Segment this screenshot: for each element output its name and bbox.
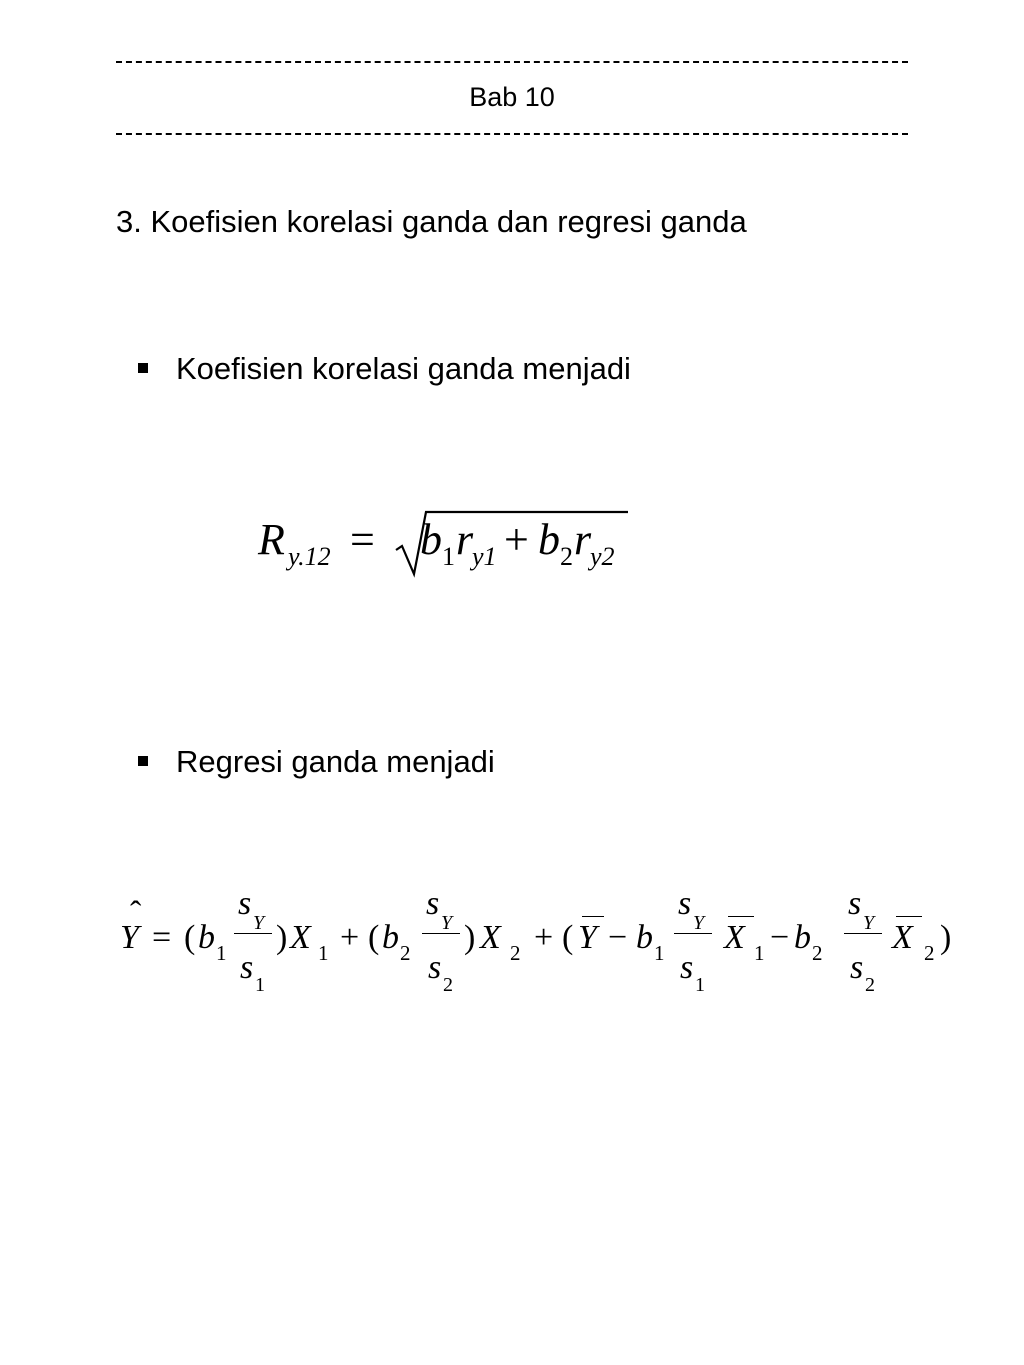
subscript-1: 1 [216,941,227,965]
symbol-b2: b [538,515,560,564]
fraction-bar [234,933,272,934]
symbol-X: X [290,919,311,956]
subscript-2: 2 [924,941,935,965]
subscript-2: 2 [560,542,573,571]
top-dashed-rule [116,61,908,63]
overline-bar [896,916,922,917]
chapter-heading: Bab 10 [469,82,555,112]
subscript-1: 1 [695,974,705,996]
subscript-Y: Y [693,912,705,934]
fraction-numerator-s: s [238,885,252,922]
fraction-numerator-s: s [848,885,862,922]
bullet-text: Koefisien korelasi ganda menjadi [176,351,631,386]
section-title: 3. Koefisien korelasi ganda dan regresi ganda [116,204,747,239]
symbol-b: b [794,919,811,956]
subscript-Y: Y [441,912,453,934]
bullet-item-multiple-regression [138,743,495,781]
symbol-r2: r [574,515,592,564]
plus-sign: + [340,919,360,956]
equals-sign: = [350,515,375,564]
fraction-denominator-s: s [680,949,694,986]
plus-sign: + [504,515,529,564]
symbol-Y: Y [120,919,139,956]
symbol-b1: b [420,515,442,564]
bullet-item-multiple-correlation [138,350,631,388]
plus-sign: + [534,919,554,956]
fraction-denominator-s: s [428,949,442,986]
fraction-denominator-s: s [240,949,254,986]
hat-accent: ˆ [130,895,142,932]
overline-bar [582,916,604,917]
minus-sign: − [608,919,628,956]
bullet-text: Regresi ganda menjadi [176,744,495,779]
left-paren: ( [184,919,196,956]
right-paren: ) [940,919,952,956]
right-paren: ) [464,919,476,956]
bottom-dashed-rule [116,133,908,135]
subscript-Y: Y [863,912,875,934]
symbol-b: b [198,919,215,956]
symbol-b: b [636,919,653,956]
equals-sign: = [152,919,172,956]
square-bullet-icon [138,363,148,373]
symbol-r1: r [456,515,474,564]
subscript-2: 2 [812,941,823,965]
subscript-Y: Y [253,912,265,934]
symbol-Y-bar: Y [578,919,597,956]
overline-bar [728,916,754,917]
multiple-correlation-formula [258,500,638,590]
fraction-numerator-s: s [678,885,692,922]
subscript-y1: y1 [472,542,497,571]
subscript-y12: y.12 [288,542,331,571]
fraction-numerator-s: s [426,885,440,922]
subscript-2: 2 [400,941,411,965]
subscript-1: 1 [442,542,455,571]
subscript-2: 2 [443,974,453,996]
fraction-bar [674,933,712,934]
symbol-X-bar: X [724,919,745,956]
symbol-X: X [480,919,501,956]
fraction-denominator-s: s [850,949,864,986]
multiple-regression-formula [118,885,958,1005]
left-paren: ( [368,919,380,956]
symbol-X-bar: X [892,919,913,956]
square-bullet-icon [138,756,148,766]
fraction-bar [422,933,460,934]
right-paren: ) [276,919,288,956]
left-paren: ( [562,919,574,956]
subscript-1: 1 [318,941,329,965]
fraction-bar [844,933,882,934]
subscript-2: 2 [510,941,521,965]
minus-sign: − [770,919,790,956]
subscript-1: 1 [654,941,665,965]
subscript-1: 1 [255,974,265,996]
symbol-R: R [258,515,285,564]
subscript-1: 1 [754,941,765,965]
symbol-b: b [382,919,399,956]
subscript-2: 2 [865,974,875,996]
subscript-y2: y2 [590,542,615,571]
